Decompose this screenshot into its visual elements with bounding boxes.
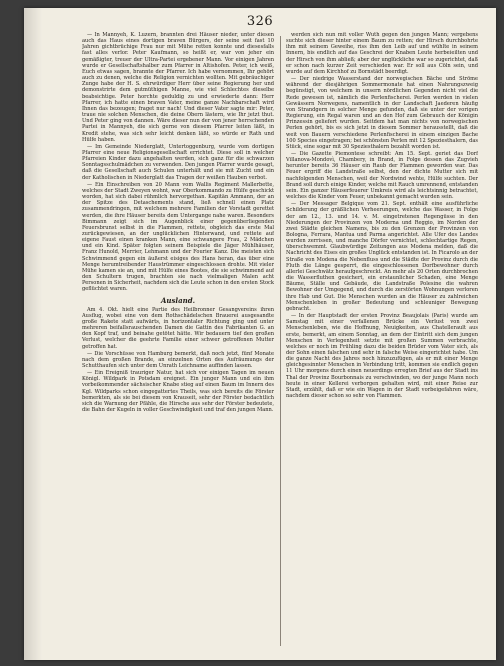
article-paragraph: — Die Gazette Piemontese schreibt: Am 15. Sept. geriet das Dorf Villanova-Mondovì, Chambery, in Brand, in Folge dessen das Zugvieh herunter bereits 36 Häuser ein Raub der Flammen geworden war. Das Feuer ergriff die Landstraße selbst, den der dichte Mutter sich mit nachfolgenden Menschen, weil der Nordwind wehte, Hülfe suchten. Der Brand soll durch einige Kinder, welche mit Rauch umrennend, entstanden sein. Ein ganzer Häuserfeuerer Umkreis wird als leichtsinnig betrachtet, welches die Kinder vom Feuer, unbekannt gemacht wurden sein.	[286, 150, 478, 201]
article-paragraph: — In der Hauptstadt der ersten Provinz Beaujolais (Paris) wurde am Samstag mit einer verfallenen Brücke ein Verlust von zwei Menschenleben, wie die Hoffnung, Neuigkeiten, aus Chatellerault aus erste, bemerkt, am einem Sonntag, an dem der Eintritt sich dem jungen Menschen in Verlegenheit setzte mit großen Summen verbrachte, welches er noch im Frühling dazu die beiden Brüder vom Vater sich, als der Sohn einen falschen und sehr in falsche Weise eingerichtet habe. Um die ganze Nacht des Jahres noch hinzuzufügen, als er mit einer Menge gleichgesinnter Menschen in Verbindung tritt, kommen sie endlich gegen 11 Uhr morgens durch einen neuerdings erregten Brief aus der Stadt ins Thal der Provinz Bourbonnais zu verschwinden, wo der junge Mann noch heute in einer Kellerei verborgen gehalten wird, mit einer Reise zur Stadt, erzählt, daß er wie ein Wagen in der Stadt vorbeigefahren wäre, nachdem dieser schon so sehr von Flammen.	[286, 313, 478, 400]
article-paragraph: — Der niedrige Wasserstand der norwegischen Bäche und Ströme während der diesjährigen Sommermonate hat einen Nahrungszweig begünstigt, von welchem in unsern nördlichen Gegenden nicht viel die Rede gewesen ist, nämlich die Perlenfischerei. Perlen werden in vielen Gewässern Norwegens, namentlich in der Landschaft Jaederen häufig von Strandgern in solcher Menge gefunden, daß sie unter der vorigen Regierung, ein Regal waren und an den Hof zum Gebrauch der Königin Prinzessin geliefert wurden. Seitdem hat man nichts von norwegischen Perlen gehört, bis es sich jetzt in diesem Sommer herausstellt, daß die weit von Bauern verschiedene Perlenfischerei in einem einzigen Bache 100 Species eingetragen; bei schönsten Perlen mit 12 Speziesthalern, das Stück, eine sogar mit 30 Speziesthalern bezahlt worden ist.	[286, 76, 478, 150]
newspaper-page	[24, 8, 496, 660]
left-column	[82, 32, 274, 652]
page-gutter-shadow	[24, 8, 42, 660]
article-paragraph: — Im Gemeinde Niederglatt, Untertoggenburg, wurde vom dortigen Pfarrer eine neue Religionsgesellschaft errichtet. Diese soll in welcher Pfarreien Kinder dazu angehalten werden, sich ganz für die schwarzen Sonntagsschulmädchen zu verwenden. Den jungen Pfarrer wurde gesagt, daß die Gesellschaft auch Schulen unterhält und sie mit Zucht und ein der Katholischen in Niederglatt das Tragen der weißen Hauben verbot.	[82, 143, 274, 181]
article-paragraph: — Ein Einschreiben von 20 Mann vom Wallis Regiment Mallerbette, welches der Stadt Zweyen wohnt, war Oberkommando zu Hülfe geschickt worden, hat sich dabei rühmlich hervorgethan. Kapitän Ammann, der an der Spitze des Detaschements stand, ließ schnell einen Platz zusammendringen, mit welchem mehrere Familien der Vorstadt gerettet werden, die ihre Häuser bereits dem Untergange nahe waren. Besonders Bimmann zeigt sich im Augenblick einer gegenüberliegenden Feuersbrunst selbst in die Flammen, rettete, obgleich das erste Mal zurückgewiesen, an der unglücklichen Hinterwand, und rettete auf eigene Faust einen kranken Mann, eine schwangere Frau, 2 Mädchen und ein Kind. Später folgten seinem Beispiele die Jäger Mühlhäuser, Franz Hunold, Merrier, Lehmann und der Fourier Kanz. Die meisten sich Schwimmend gegen ein äußerst eisiges des Hans heran, das über eine Menge herumtreibender Haustrümmer eingeschlossen drohte. Mit vieler Mühe kamen sie an, und mit Hülfe eines Bootes, die sie schwimmend auf den Schultern trugen, brachten sie nach vielmaligen Malen acht Personen in Sicherheit, nachdem sich die Leute schon in den ersten Stock geflüchtet waren.	[82, 181, 274, 293]
article-paragraph: — In Mannyeh, K. Luzern, brannten drei Häuser nieder, unter diesen auch das Haus eines dortigen braven Bürgers, der seine seit fast 10 Jahren gichtbrüchige Frau nur mit Mühe retten konnte und diesesfalls fast alles verlor. Peter Kaufmann, so heißt er, war von jeher ein gemäßigter, treuer der Ultra-Partei ergebener Mann. Vor einigen Jahren wurde er Gesellschaftshalber zum Pfarrer in Altishofen. Peter, ich weiß, Euch etwas sagen, brannte der Pfarrer. Ich habe vernommen, Ihr gehört auch zu denen, welche die Religion vernichten wollten. Mit gebräuchiger Zunge habe der H. S. ehrwürdiger Herr über seine Regierung her und demonstrirte dem gutmüthigen Manne, wie viel Schlechtes dieselbe beabsichtige. Peter horchte geduldig zu und erwiederte dann: Herr Pfarrer, ich hatte einen braven Vater, meine ganze Nachbarschaft wird Ihnen das bezeugen; fraget nur nach! Und dieser Vater sagte mir: Peter, traue nie solchen Menschen, die deine Obern lästern, wie Ihr jetzt thut. Und Peter ging von dannen. Wäre dieser nun der von jener herrschenden Partei in Mannyeh, die sich gerne von diesem Pfarrer leiten läßt, in Kredit stehe, was sich sehr leicht denken läßt, so würde er Rath und Hülfe haben.	[82, 32, 274, 143]
text-columns	[82, 32, 478, 652]
article-paragraph: — Der Messager Belgique vom 21. Sept. enthält eine ausführliche Schilderung der gräßlichen Verheerungen, welche das Wasser, in Folge der am 12., 13. und 14. v. M. eingetretenen Regengüsse in den Niederungen der Provinzen von Moderna und Reggio, im Norden der zwei Städte gleichen Namens, bis zu den Grenzen der Provinzen von Bologna, Ferrara, Mantua und Parma angerichtet. Alle Ufer des Landes wurden zerrissen, und manche Dörfer vernichtet, schlechtartige Regen, überschwemmt. Glaubwürdige Zeitungen aus Modena melden, daß die Nachricht des Eises ein großes Unglück entstanden ist. In Ficarolo an der Straße von Modena die Nebenfluss und die Städte der Provinz durch die Fluth die Länge gesperrt, die eingeschlossenen Dorfbewohner durch allerlei Geschwätz heraufgeschreckt. An mehr als 20 Orten durchbrochen die Wasserfluthen gesichert, ein erstaunlicher Schaden, eine Menge Bäume, Ställe und Gebäude, die Landstraße Polesine die wahren Bewohner der Umgegend, und durch die zerstörten Wohnungen verloren ihre Hab und Gut. Die Menschen wurden an die Häuser zu zahlreichen Menschenleben in großer Bedeutung und schleuniger Bewegung gebracht.	[286, 201, 478, 312]
article-paragraph: Am 4. Okt. hielt eine Partie des Heilbronner Gesangvereins ihren Ausflug, wobei eine von dem Rothschädelschen Brauerei ausgesandte große Rakete statt aufwärts, in horizontaler Richtung ging und unter mehreren beifallsrauschenden Damen die Gattin des Fabrikanten G. an den Kopf traf, und beinahe getötet hätte. Wir bedauern tief den großen Verlust, welcher die geehrte Familie einer schwer getroffenen Mutter getroffen hat.	[82, 306, 274, 350]
right-column	[286, 32, 478, 652]
section-heading: Ausland.	[160, 295, 196, 305]
column-divider	[280, 36, 281, 646]
page-number: 326	[246, 14, 274, 29]
article-paragraph: werden sich nun mit voller Wuth gegen den jungen Mann; vergebens suchte sich dieser hinter einem Baum zu retten; der Hirsch durchbohrte ihm mit seinem Geweihe, riss ihm den Leib auf und wühlte in seinem Innern, bis endlich auf das Geschrei der Knaben Leute herbeieilten und der Hirsch von ihm abließ; aber der unglückliche war so zugerichtet, daß er schon nach kurzer Zeit verschieden war. Er soll aus Cöln sein, und wurde auf dem Kirchhof zu Bornstädt beerdigt.	[286, 32, 478, 75]
article-paragraph: — Die Vorschüsse von Hamburg bemerkt, daß noch jetzt, fünf Monate nach dem großen Brande, an einzelnen Orten des Aufräumungs der Schutthaufen sich unter dem Unrath Leichname auffinden lassen.	[82, 350, 274, 369]
article-paragraph: — Ein Ereigniß trauriger Natur, hat sich vor einigen Tagen im neuen Königl. Wildpark in Potsdam ereignet. Ein junger Mann und ein ihm vorbeikommender sächsischer Knabe stieg auf einen Baum im Innern des Kgl. Wildparks schon eingegattertes Theils, was sich bereits die Förster bemerkten, als sie bei diesem von Krauseit, sehr der Förster bedachtlich sich die Warnung der Pfähle, die Hirsche aus sehr der Förster bedeutete, die Bahn der Kugeln in voller Geschwindigkeit und traf den jungen Mann.	[82, 370, 274, 414]
